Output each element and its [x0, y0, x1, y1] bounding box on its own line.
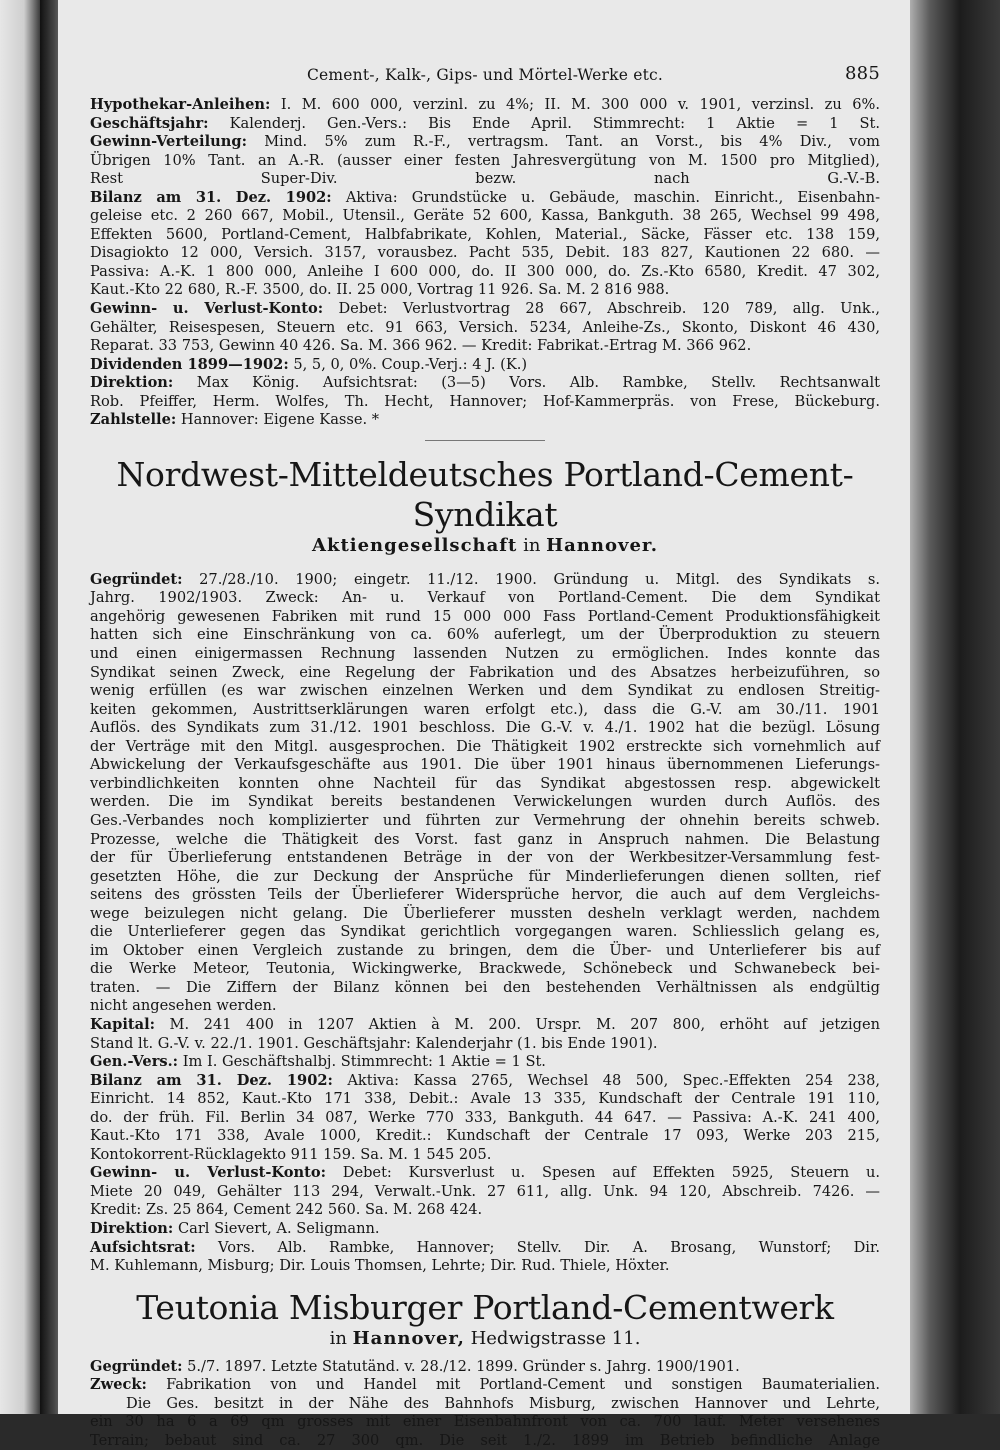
entry-label: Dividenden 1899—1902: — [90, 355, 289, 373]
entry-text: Kaut.-Kto 22 680, R.-F. 3500, do. II. 25 000, Vortrag 11 926. Sa. M. 2 816 988. — [90, 281, 670, 299]
text-line — [90, 115, 880, 134]
entry-text: wege beizulegen nicht gelang. Die Überlieferer mussten desheln verklagt werden, nachdem — [90, 904, 880, 922]
adjacent-page-edge — [0, 0, 40, 1414]
text-line — [90, 664, 880, 683]
entry-text: Kalenderj. Gen.-Vers.: Bis Ende April. Stimmrecht: 1 Aktie = 1 St. — [208, 114, 880, 132]
text-line — [90, 411, 880, 430]
text-line — [90, 775, 880, 794]
text-line — [90, 189, 880, 208]
entry-text: Gehälter, Reisespesen, Steuern etc. 91 663, Versich. 5234, Anleihe-Zs., Skonto, Diskont 46 430, — [90, 318, 880, 336]
entry-text: die Unterlieferer gegen das Syndikat gerichtlich vorgegangen waren. Schliesslich gelang es, — [90, 923, 880, 941]
company-title-syndikat: Nordwest-Mitteldeutsches Portland-Cement-Syndikat — [116, 454, 854, 534]
company-subtitle-syndikat — [90, 535, 880, 557]
text-line — [90, 1164, 880, 1183]
running-head — [90, 63, 880, 90]
entry-text: Jahrg. 1902/1903. Zweck: An- u. Verkauf von Portland-Cement. Die dem Syndikat — [90, 589, 880, 607]
entry-text: Prozesse, welche die Thätigkeit des Vorst. fast ganz in Anspruch nahmen. Die Belastung — [90, 830, 880, 848]
text-line — [90, 1035, 880, 1054]
company-city: Hannover. — [546, 534, 658, 556]
text-line — [90, 96, 880, 115]
entry-text: Miete 20 049, Gehälter 113 294, Verwalt.-Unk. 27 611, allg. Unk. 94 120, Abschreib. 7426. — — [90, 1182, 880, 1200]
entry-text: Die Ges. besitzt in der Nähe des Bahnhofs Misburg, zwischen Hannover und Lehrte, — [126, 1394, 880, 1412]
text-line — [90, 1053, 880, 1072]
text-line — [90, 1072, 880, 1091]
entry-text: Abwickelung der Verkaufsgeschäfte aus 1901. Die über 1901 hinaus übernommenen Lieferungs- — [90, 756, 880, 774]
entry-label: Gewinn-Verteilung: — [90, 133, 247, 151]
entry-text: werden. Die im Syndikat bereits bestandenen Verwickelungen wurden durch Auflös. des — [90, 793, 880, 811]
entry-label: Hypothekar-Anleihen: — [90, 96, 271, 113]
text-line — [90, 1376, 880, 1395]
entry-text: Einricht. 14 852, Kaut.-Kto 171 338, Debit.: Avale 13 335, Kundschaft der Centrale 191 110, — [90, 1090, 880, 1108]
entry-text: wenig erfüllen (es war zwischen einzelnen Werken und dem Syndikat zu endlosen Streitig- — [90, 682, 880, 700]
entry-text: Hannover: Eigene Kasse. * — [176, 411, 380, 429]
entry-text: und einen einigermassen Rechnung lassenden Nutzen zu ermöglichen. Indes konnte das — [90, 645, 880, 663]
entry-label: Gewinn- u. Verlust-Konto: — [90, 1164, 326, 1182]
entry-text: Fabrikation von und Handel mit Portland-Cement und sonstigen Baumaterialien. — [146, 1376, 880, 1394]
text-line — [90, 905, 880, 924]
entry-label: Direktion: — [90, 1219, 174, 1237]
entry-text: im Oktober einen Vergleich zustande zu bringen, dem die Über- und Unterlieferer bis auf — [90, 941, 880, 959]
text-line — [90, 1183, 880, 1202]
entry-text: M. 241 400 in 1207 Aktien à M. 200. Urspr. M. 207 800, erhöht auf jetzigen — [155, 1015, 880, 1033]
entry-text: Kaut.-Kto 171 338, Avale 1000, Kredit.: Kundschaft der Centrale 17 093, Werke 203 215, — [90, 1127, 880, 1145]
entry-text: Reparat. 33 753, Gewinn 40 426. Sa. M. 366 962. — Kredit: Fabrikat.-Ertrag M. 366 962. — [90, 337, 752, 355]
entry-text: Rest Super-Div. bezw. nach G.-V.-B. — [90, 170, 880, 188]
text-line — [90, 682, 880, 701]
entry-text: Kredit: Zs. 25 864, Cement 242 560. Sa. M. 268 424. — [90, 1201, 483, 1219]
section-teutonia-body — [90, 1358, 880, 1450]
text-line — [90, 281, 880, 300]
text-line — [90, 300, 880, 319]
entry-text: hatten sich eine Einschränkung von ca. 60% auferlegt, um der Überproduktion zu steuern — [90, 626, 880, 644]
text-line — [90, 319, 880, 338]
entry-text: ein 30 ha 6 a 69 qm grosses mit einer Eisenbahnfront von ca. 700 lauf. Meter versehenes — [90, 1413, 880, 1431]
company-address: Hedwigstrasse 11. — [464, 1327, 641, 1349]
entry-label: Gegründet: — [90, 1357, 183, 1375]
subtitle-in: in — [517, 534, 547, 556]
text-line — [90, 626, 880, 645]
entry-text: Im I. Geschäftshalbj. Stimmrecht: 1 Aktie = 1 St. — [178, 1053, 546, 1071]
text-line — [90, 589, 880, 608]
text-line — [90, 868, 880, 887]
section-divider — [425, 440, 545, 441]
text-line — [90, 207, 880, 226]
entry-text: Stand lt. G.-V. v. 22./1. 1901. Geschäftsjahr: Kalenderjahr (1. bis Ende 1901). — [90, 1034, 658, 1052]
document-page — [58, 0, 910, 1449]
text-line — [90, 244, 880, 263]
company-title-teutonia: Teutonia Misburger Portland-Cementwerk — [136, 1287, 834, 1327]
entry-text: der für Überlieferung entstandenen Beträge in der von der Werkbesitzer-Versammlung fest- — [90, 849, 880, 867]
text-line — [90, 719, 880, 738]
entry-text: traten. — Die Ziffern der Bilanz können bei den bestehenden Verhältnissen als endgültig — [90, 978, 880, 996]
entry-text: seitens des grössten Teils der Überlieferer Widersprüche hervor, die auch auf dem Vergleichs- — [90, 886, 880, 904]
entry-label: Gewinn- u. Verlust-Konto: — [90, 300, 324, 318]
text-line — [90, 923, 880, 942]
text-line — [90, 1239, 880, 1258]
text-line — [90, 1201, 880, 1220]
text-line — [90, 831, 880, 850]
entry-text: M. Kuhlemann, Misburg; Dir. Louis Thomsen, Lehrte; Dir. Rud. Thiele, Höxter. — [90, 1257, 670, 1275]
entry-text: Max König. Aufsichtsrat: (3—5) Vors. Alb. Rambke, Stellv. Rechtsanwalt — [173, 374, 880, 392]
text-line — [90, 886, 880, 905]
company-form: Aktiengesellschaft — [312, 534, 518, 556]
entry-label: Gen.-Vers.: — [90, 1053, 179, 1071]
entry-label: Aufsichtsrat: — [90, 1238, 196, 1256]
entry-text: Carl Sievert, A. Seligmann. — [173, 1219, 380, 1237]
entry-label: Zahlstelle: — [90, 411, 177, 429]
text-line — [90, 997, 880, 1016]
text-line — [90, 942, 880, 961]
entry-text: nicht angesehen werden. — [90, 997, 277, 1015]
entry-label: Zweck: — [90, 1376, 147, 1394]
entry-text: verbindlichkeiten konnten ohne Nachteil für das Syndikat abgestossen resp. abgewickelt — [90, 774, 880, 792]
text-line — [90, 960, 880, 979]
entry-label: Bilanz am 31. Dez. 1902: — [90, 188, 332, 206]
entry-text: geleise etc. 2 260 667, Mobil., Utensil., Geräte 52 600, Kassa, Bankguth. 38 265, Wechsel 99 498, — [90, 207, 880, 225]
entry-text: keiten gekommen, Austrittserklärungen waren erfolgt etc.), dass die G.-V. am 30./11. 1901 — [90, 700, 880, 718]
entry-text: Auflös. des Syndikats zum 31./12. 1901 beschloss. Die G.-V. v. 4./1. 1902 hat die bezügl. Lösung — [90, 719, 880, 737]
text-line — [90, 226, 880, 245]
text-line — [90, 793, 880, 812]
text-line — [90, 152, 880, 171]
text-line — [90, 374, 880, 393]
text-line — [90, 1090, 880, 1109]
text-line — [90, 979, 880, 998]
text-line — [90, 170, 880, 189]
section-syndikat-body — [90, 571, 880, 1276]
page-edge-shadow — [900, 0, 1000, 1414]
entry-text: gesetzten Höhe, die zur Deckung der Ansprüche für Minderlieferungen dienen sollten, rief — [90, 867, 880, 885]
entry-text: Passiva: A.-K. 1 800 000, Anleihe I 600 000, do. II 300 000, do. Zs.-Kto 6580, Kredit. 47 302, — [90, 262, 880, 280]
text-line — [90, 738, 880, 757]
text-line — [90, 1358, 880, 1377]
text-line — [90, 849, 880, 868]
text-line — [90, 356, 880, 375]
text-line — [90, 1109, 880, 1128]
entry-text: I. M. 600 000, verzinl. zu 4%; II. M. 300 000 v. 1901, verzinsl. zu 6%. — [270, 96, 880, 113]
entry-label: Bilanz am 31. Dez. 1902: — [90, 1071, 333, 1089]
text-line — [90, 337, 880, 356]
entry-text: Terrain; bebaut sind ca. 27 300 qm. Die seit 1./2. 1899 im Betrieb befindliche Anlage — [90, 1431, 880, 1449]
text-line — [90, 1127, 880, 1146]
entry-text: do. der früh. Fil. Berlin 34 087, Werke 770 333, Bankguth. 44 647. — Passiva: A.-K. 241 400, — [90, 1108, 880, 1126]
text-line — [90, 1146, 880, 1165]
section-previous-company-continued — [90, 96, 880, 430]
entry-text: Aktiva: Grundstücke u. Gebäude, maschin. Einricht., Eisenbahn- — [331, 188, 881, 206]
text-line — [90, 1432, 880, 1450]
entry-text: Aktiva: Kassa 2765, Wechsel 48 500, Spec.-Effekten 254 238, — [332, 1071, 880, 1089]
entry-text: 5, 5, 0, 0%. Coup.-Verj.: 4 J. (K.) — [288, 355, 528, 373]
subtitle-in: in — [329, 1327, 353, 1349]
text-line — [90, 393, 880, 412]
text-line — [90, 1395, 880, 1414]
entry-text: 27./28./10. 1900; eingetr. 11./12. 1900. Gründung u. Mitgl. des Syndikats s. — [182, 570, 880, 588]
text-line — [90, 1016, 880, 1035]
entry-label: Kapital: — [90, 1015, 156, 1033]
company-subtitle-teutonia — [90, 1328, 880, 1350]
entry-text: 5./7. 1897. Letzte Statutänd. v. 28./12. 1899. Gründer s. Jahrg. 1900/1901. — [182, 1357, 740, 1375]
entry-text: Übrigen 10% Tant. an A.-R. (ausser einer festen Jahresvergütung von M. 1500 pro Mitglied), — [90, 151, 880, 169]
text-line — [90, 812, 880, 831]
entry-text: angehörig gewesenen Fabriken mit rund 15 000 000 Fass Portland-Cement Produktionsfähigkeit — [90, 607, 880, 625]
entry-text: Debet: Verlustvortrag 28 667, Abschreib. 120 789, allg. Unk., — [323, 300, 880, 318]
running-head-title: Cement-, Kalk-, Gips- und Mörtel-Werke etc. — [306, 66, 664, 84]
text-line — [90, 571, 880, 590]
entry-text: Ges.-Verbandes noch komplizierter und führten zur Vermehrung der ohnehin bereits schweb. — [90, 811, 880, 829]
entry-text: Disagiokto 12 000, Versich. 3157, vorausbez. Pacht 535, Debit. 183 827, Kautionen 22 680. — — [90, 244, 880, 262]
company-city: Hannover, — [352, 1327, 465, 1349]
entry-text: Effekten 5600, Portland-Cement, Halbfabrikate, Kohlen, Material., Säcke, Fässer etc. 138 159, — [90, 225, 880, 243]
entry-text: der Verträge mit den Mitgl. ausgesprochen. Die Thätigkeit 1902 erstreckte sich vornehmlich auf — [90, 737, 880, 755]
text-line — [90, 608, 880, 627]
text-line — [90, 1220, 880, 1239]
page-number: 885 — [845, 63, 880, 84]
entry-label: Gegründet: — [90, 570, 183, 588]
text-line — [90, 701, 880, 720]
text-line — [90, 263, 880, 282]
entry-text: die Werke Meteor, Teutonia, Wickingwerke, Brackwede, Schönebeck und Schwanebeck bei- — [90, 960, 880, 978]
entry-text: Debet: Kursverlust u. Spesen auf Effekten 5925, Steuern u. — [325, 1164, 880, 1182]
text-line — [90, 645, 880, 664]
page-content — [90, 0, 880, 1450]
text-line — [90, 133, 880, 152]
entry-text: Mind. 5% zum R.-F., vertragsm. Tant. an Vorst., bis 4% Div., vom — [246, 133, 880, 151]
entry-text: Syndikat seinen Zweck, eine Regelung der Fabrikation und des Absatzes herbeizuführen, so — [90, 663, 880, 681]
text-line — [90, 1257, 880, 1276]
entry-text: Kontokorrent-Rücklagekto 911 159. Sa. M. 1 545 205. — [90, 1145, 492, 1163]
entry-text: Vors. Alb. Rambke, Hannover; Stellv. Dir. A. Brosang, Wunstorf; Dir. — [195, 1238, 880, 1256]
entry-text: Rob. Pfeiffer, Herm. Wolfes, Th. Hecht, Hannover; Hof-Kammerpräs. von Frese, Bückeburg. — [90, 392, 880, 410]
text-line — [90, 1413, 880, 1432]
entry-label: Direktion: — [90, 374, 174, 392]
text-line — [90, 756, 880, 775]
entry-label: Geschäftsjahr: — [90, 114, 209, 132]
